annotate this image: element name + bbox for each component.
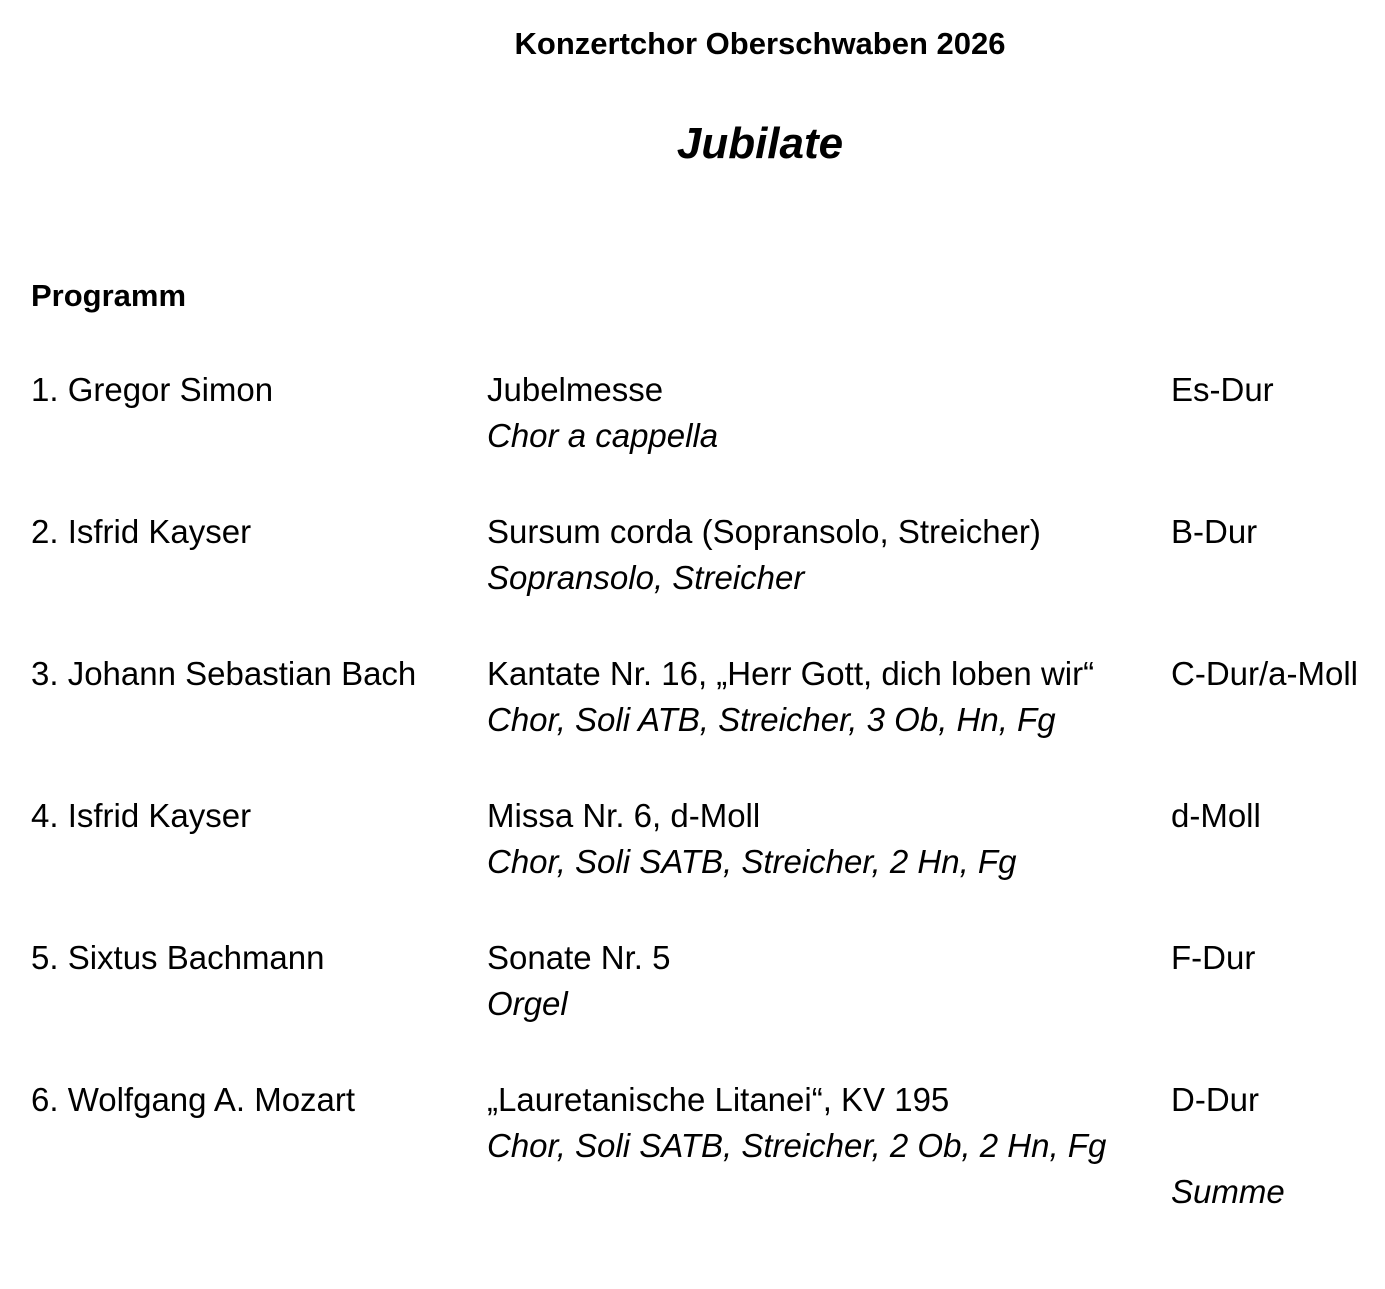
entry-key: Es-Dur <box>1171 371 1274 408</box>
entry-key: C-Dur/a-Moll <box>1171 655 1359 692</box>
entry-work-title: Kantate Nr. 16, „Herr Gott, dich loben wir“ <box>487 655 1095 692</box>
entry-work-block <box>487 652 1094 742</box>
program-entry <box>0 936 1385 1078</box>
entry-work-title: Sonate Nr. 5 <box>487 939 671 976</box>
summary-label: Summe <box>1171 1173 1285 1210</box>
entry-scoring: Chor a cappella <box>487 417 719 454</box>
entry-work-block <box>487 936 670 1026</box>
program-entry <box>0 652 1385 794</box>
entry-composer: 6. Wolfgang A. Mozart <box>31 1081 356 1118</box>
entry-key: B-Dur <box>1171 513 1258 550</box>
entry-scoring: Orgel <box>487 985 568 1022</box>
concert-title: Jubilate <box>676 119 844 168</box>
entry-work-block <box>487 794 1016 884</box>
program-entry <box>0 794 1385 936</box>
entry-composer: 2. Isfrid Kayser <box>31 513 252 550</box>
program-entry <box>0 510 1385 652</box>
entry-work-title: Sursum corda (Sopransolo, Streicher) <box>487 513 1041 550</box>
entry-key: F-Dur <box>1171 939 1256 976</box>
entry-key: D-Dur <box>1171 1081 1259 1118</box>
entry-composer: 1. Gregor Simon <box>31 371 274 408</box>
organization-heading: Konzertchor Oberschwaben 2026 <box>514 26 1006 61</box>
entry-work-block <box>487 368 718 458</box>
entry-work-block <box>487 1078 1106 1168</box>
entry-composer: 5. Sixtus Bachmann <box>31 939 325 976</box>
entry-composer: 3. Johann Sebastian Bach <box>31 655 417 692</box>
entry-scoring: Chor, Soli SATB, Streicher, 2 Hn, Fg <box>487 843 1017 880</box>
entry-scoring: Chor, Soli ATB, Streicher, 3 Ob, Hn, Fg <box>487 701 1056 738</box>
entry-work-title: Jubelmesse <box>487 371 664 408</box>
program-entry <box>0 368 1385 510</box>
entry-scoring: Sopransolo, Streicher <box>487 559 805 596</box>
entry-work-title: Missa Nr. 6, d-Moll <box>487 797 761 834</box>
program-heading: Programm <box>31 278 187 313</box>
entry-scoring: Chor, Soli SATB, Streicher, 2 Ob, 2 Hn, Fg <box>487 1127 1107 1164</box>
entry-composer: 4. Isfrid Kayser <box>31 797 252 834</box>
entry-work-title: „Lauretanische Litanei“, KV 195 <box>487 1081 950 1118</box>
program-list <box>0 368 1385 1220</box>
entry-key: d-Moll <box>1171 797 1261 834</box>
entry-work-block <box>487 510 1041 600</box>
